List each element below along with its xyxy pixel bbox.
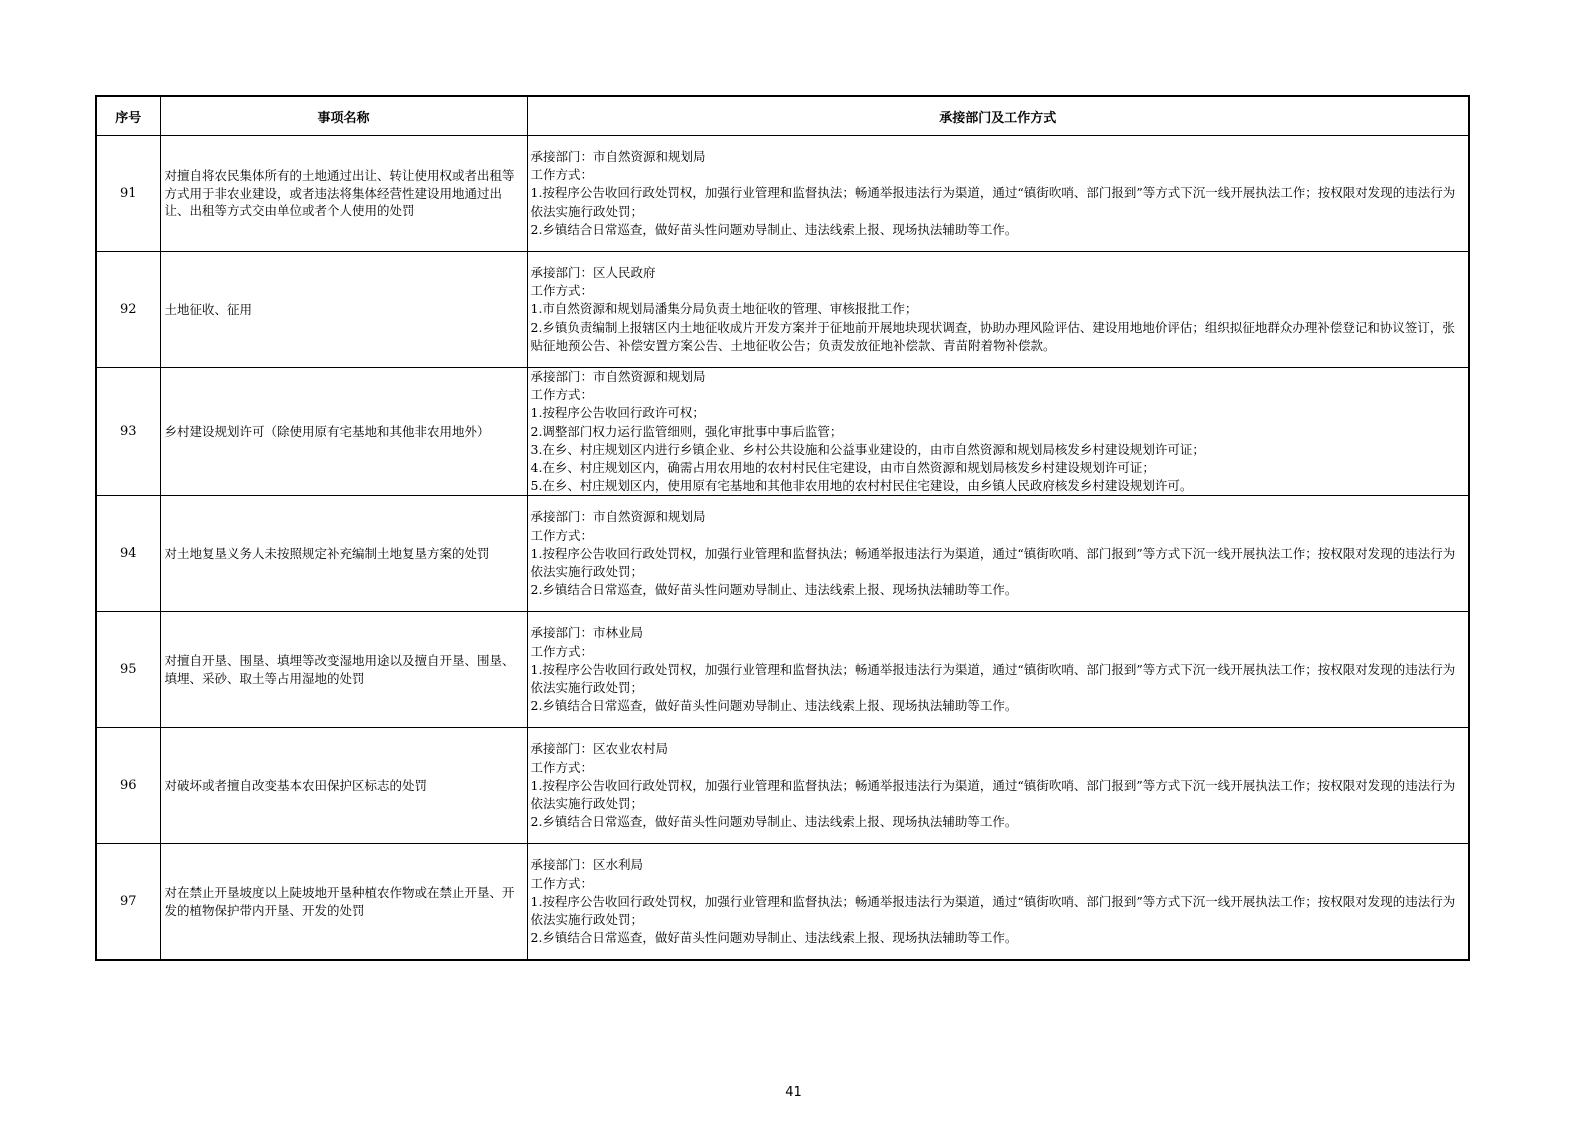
detail-line: 1.按程序公告收回行政许可权； (530, 405, 705, 421)
detail-line: 承接部门：市自然资源和规划局 (530, 509, 706, 525)
detail-line: 2.乡镇结合日常巡查，做好苗头性问题劝导制止、违法线索上报、现场执法辅助等工作。 (530, 814, 1018, 830)
table-row (96, 612, 1469, 728)
row-matter-name: 对在禁止开垦坡度以上陡坡地开垦种植农作物或在禁止开垦、开发的植物保护带内开垦、开发的处罚 (160, 844, 527, 961)
detail-line: 承接部门：市自然资源和规划局 (530, 148, 706, 164)
table-header-row (96, 96, 1469, 136)
detail-line: 4.在乡、村庄规划区内，确需占用农用地的农村村民住宅建设，由市自然资源和规划局核发乡村建设规划许可证； (530, 460, 1155, 476)
detail-line: 工作方式： (530, 759, 594, 775)
detail-line: 1.按程序公告收回行政处罚权，加强行业管理和监督执法；畅通举报违法行为渠道，通过“镇街吹哨、部门报到”等方式下沉一线开展执法工作；按权限对发现的违法行为依法实施行政处罚； (530, 661, 1456, 696)
detail-line: 1.按程序公告收回行政处罚权，加强行业管理和监督执法；畅通举报违法行为渠道，通过“镇街吹哨、部门报到”等方式下沉一线开展执法工作；按权限对发现的违法行为依法实施行政处罚； (530, 185, 1456, 219)
row-dept-method (527, 496, 1469, 612)
page-number: 41 (785, 1085, 802, 1100)
detail-line: 3.在乡、村庄规划区内进行乡镇企业、乡村公共设施和公益事业建设的，由市自然资源和规划局核发乡村建设规划许可证； (530, 441, 1205, 457)
row-dept-method (527, 728, 1469, 844)
row-seq: 92 (96, 252, 160, 368)
detail-line: 1.市自然资源和规划局潘集分局负责土地征收的管理、审核报批工作； (530, 301, 918, 317)
detail-line: 承接部门：区水利局 (530, 857, 644, 873)
detail-line: 工作方式： (530, 387, 594, 403)
table-row (96, 728, 1469, 844)
detail-line: 承接部门：区农业农村局 (530, 741, 669, 757)
detail-line: 5.在乡、村庄规划区内，使用原有宅基地和其他非农用地的农村村民住宅建设，由乡镇人民政府核发乡村建设规划许可。 (530, 478, 1193, 494)
detail-line: 2.乡镇结合日常巡查，做好苗头性问题劝导制止、违法线索上报、现场执法辅助等工作。 (530, 221, 1018, 237)
row-dept-method (527, 612, 1469, 728)
table-row (96, 252, 1469, 368)
row-seq: 95 (96, 612, 160, 728)
header-seq: 序号 (96, 96, 160, 136)
detail-line: 承接部门：市林业局 (530, 625, 644, 641)
table-row (96, 136, 1469, 252)
detail-line: 2.乡镇结合日常巡查，做好苗头性问题劝导制止、违法线索上报、现场执法辅助等工作。 (530, 930, 1018, 946)
detail-line: 1.按程序公告收回行政处罚权，加强行业管理和监督执法；畅通举报违法行为渠道，通过“镇街吹哨、部门报到”等方式下沉一线开展执法工作；按权限对发现的违法行为依法实施行政处罚； (530, 777, 1456, 812)
detail-line: 承接部门：区人民政府 (530, 264, 656, 280)
detail-line: 2.调整部门权力运行监管细则，强化审批事中事后监管； (530, 423, 843, 439)
detail-line: 1.按程序公告收回行政处罚权，加强行业管理和监督执法；畅通举报违法行为渠道，通过“镇街吹哨、部门报到”等方式下沉一线开展执法工作；按权限对发现的违法行为依法实施行政处罚； (530, 893, 1456, 928)
row-dept-method (527, 368, 1469, 496)
table-row (96, 368, 1469, 496)
row-seq: 94 (96, 496, 160, 612)
row-dept-method (527, 136, 1469, 252)
detail-line: 工作方式： (530, 167, 594, 183)
row-seq: 93 (96, 368, 160, 496)
row-matter-name: 对擅自将农民集体所有的土地通过出让、转让使用权或者出租等方式用于非农业建设，或者违法将集体经营性建设用地通过出让、出租等方式交由单位或者个人使用的处罚 (160, 136, 527, 252)
row-matter-name: 对破坏或者擅自改变基本农田保护区标志的处罚 (160, 728, 527, 844)
row-seq: 91 (96, 136, 160, 252)
table-row (96, 496, 1469, 612)
detail-line: 工作方式： (530, 283, 594, 299)
detail-line: 1.按程序公告收回行政处罚权，加强行业管理和监督执法；畅通举报违法行为渠道，通过“镇街吹哨、部门报到”等方式下沉一线开展执法工作；按权限对发现的违法行为依法实施行政处罚； (530, 545, 1456, 580)
detail-line: 工作方式： (530, 875, 594, 891)
matters-table (95, 95, 1470, 961)
row-matter-name: 对土地复垦义务人未按照规定补充编制土地复垦方案的处罚 (160, 496, 527, 612)
row-seq: 96 (96, 728, 160, 844)
table-body (96, 136, 1469, 961)
detail-line: 2.乡镇结合日常巡查，做好苗头性问题劝导制止、违法线索上报、现场执法辅助等工作。 (530, 582, 1018, 598)
row-matter-name: 土地征收、征用 (160, 252, 527, 368)
detail-line: 工作方式： (530, 643, 594, 659)
detail-line: 承接部门：市自然资源和规划局 (530, 369, 706, 384)
row-matter-name: 对擅自开垦、围垦、填埋等改变湿地用途以及擅自开垦、围垦、填埋、采砂、取土等占用湿地的处罚 (160, 612, 527, 728)
detail-line: 工作方式： (530, 527, 594, 543)
row-seq: 97 (96, 844, 160, 961)
detail-line: 2.乡镇负责编制上报辖区内土地征收成片开发方案并于征地前开展地块现状调查，协助办理风险评估、建设用地地价评估；组织拟征地群众办理补偿登记和协议签订，张贴征地预公告、补偿安置方案公告、土地征收公告；负责发放征地补偿款、青苗附着物补偿款。 (530, 319, 1455, 353)
detail-line: 2.乡镇结合日常巡查，做好苗头性问题劝导制止、违法线索上报、现场执法辅助等工作。 (530, 698, 1018, 714)
row-matter-name: 乡村建设规划许可（除使用原有宅基地和其他非农用地外） (160, 368, 527, 496)
row-dept-method (527, 252, 1469, 368)
header-name: 事项名称 (160, 96, 527, 136)
row-dept-method (527, 844, 1469, 961)
header-dept: 承接部门及工作方式 (527, 96, 1469, 136)
table-row (96, 844, 1469, 961)
